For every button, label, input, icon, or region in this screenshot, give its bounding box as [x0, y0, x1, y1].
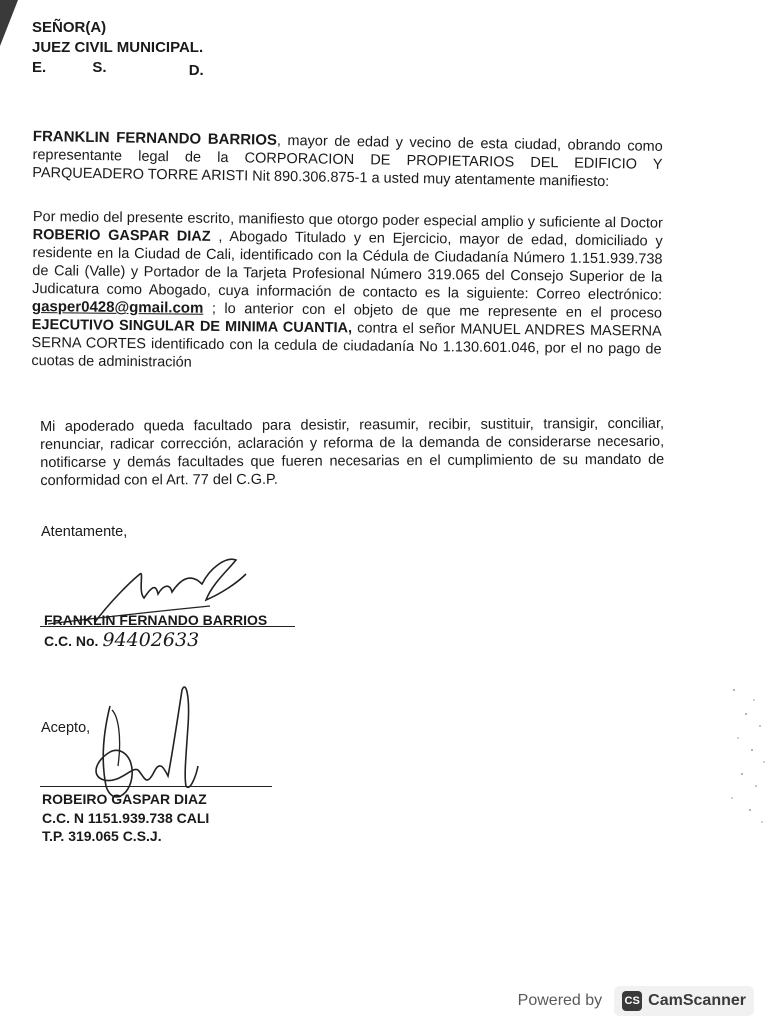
intro-text: , mayor de edad y vecino de esta ciudad, obrando como representante legal de la CORPORACION DE PROPIETARIOS DEL EDIFICIO Y PARQUEADERO TORRE ARISTI Nit 890.306.875-1 a usted muy atentamente manifiesto: — [32, 132, 663, 191]
header-line-3 — [32, 58, 204, 78]
acceptance-label: Acepto, — [41, 720, 91, 736]
header-line-2: JUEZ CIVIL MUNICIPAL. — [32, 39, 204, 56]
camscanner-brand: CamScanner — [648, 992, 746, 1009]
header-d: D. — [188, 62, 204, 79]
grantor-id — [44, 629, 199, 651]
grantor-id-handwritten: 94402633 — [102, 629, 200, 651]
addressee-header — [32, 18, 204, 78]
intro-paragraph — [32, 128, 663, 192]
acceptance-signature-line — [40, 786, 272, 787]
lawyer-tp: T.P. 319.065 C.S.J. — [42, 828, 162, 844]
faculties-paragraph: Mi apoderado queda facultado para desistir, reasumir, recibir, sustituir, transigir, conciliar, renunciar, radicar corrección, aclaración y reforma de la demanda de considerarse necesario, notificarse y demás facultades que fueren necesarias en el cumplimiento de su mandato de conformidad con el Art. 77 del C.G.P. — [40, 415, 665, 489]
lawyer-details — [42, 790, 209, 846]
email-link: gasper0428@gmail.com — [31, 297, 204, 317]
header-s: S. — [92, 59, 107, 76]
grantor-printed-name: FRANKLIN FERNANDO BARRIOS — [44, 612, 268, 628]
header-e: E. — [32, 59, 47, 76]
lawyer-name: ROBERIO GASPAR DIAZ — [32, 226, 211, 245]
camscanner-watermark — [518, 986, 754, 1016]
process-type: EJECUTIVO SINGULAR DE MINIMA CUANTIA, — [31, 316, 353, 337]
camscanner-logo-icon: CS — [622, 991, 642, 1011]
grantor-name: FRANKLIN FERNANDO BARRIOS — [32, 128, 278, 149]
lawyer-cc: C.C. N 1151.939.738 CALI — [42, 809, 210, 826]
lawyer-printed-name: ROBEIRO GASPAR DIAZ — [42, 791, 207, 807]
header-line-1: SEÑOR(A) — [32, 19, 107, 36]
camscanner-badge — [614, 986, 754, 1016]
powered-by-text: Powered by — [517, 992, 603, 1009]
power-text-2: , Abogado Titulado y en Ejercicio, mayor de edad, domiciliado y residente en la Ciudad de Cali, identificado con la Cédula de Ciudadanía Número 1.151.939.738 de Cali (Valle) y Portador de la Tarjeta Profesional Número 319.065 del Consejo Superior de la Judicatura como Abogado, cuya información de contacto es la siguiente: Correo electrónico: — [32, 228, 663, 304]
power-text-1: Por medio del presente escrito, manifiesto que otorgo poder especial amplio y suficiente al Doctor — [32, 208, 663, 232]
closing-salutation: Atentamente, — [41, 524, 128, 540]
grantor-id-label: C.C. No. — [44, 633, 99, 649]
power-paragraph — [31, 208, 663, 377]
scan-shadow-corner — [0, 0, 18, 46]
scan-noise — [724, 680, 768, 830]
power-text-4: contra el señor MANUEL ANDRES MASERNA SERNA CORTES identificado con la cedula de ciudadanía No 1.130.601.046, por el no pago de cuotas de administración — [31, 320, 662, 371]
power-text-3: ; lo anterior con el objeto de que me represente en el proceso — [203, 300, 663, 322]
